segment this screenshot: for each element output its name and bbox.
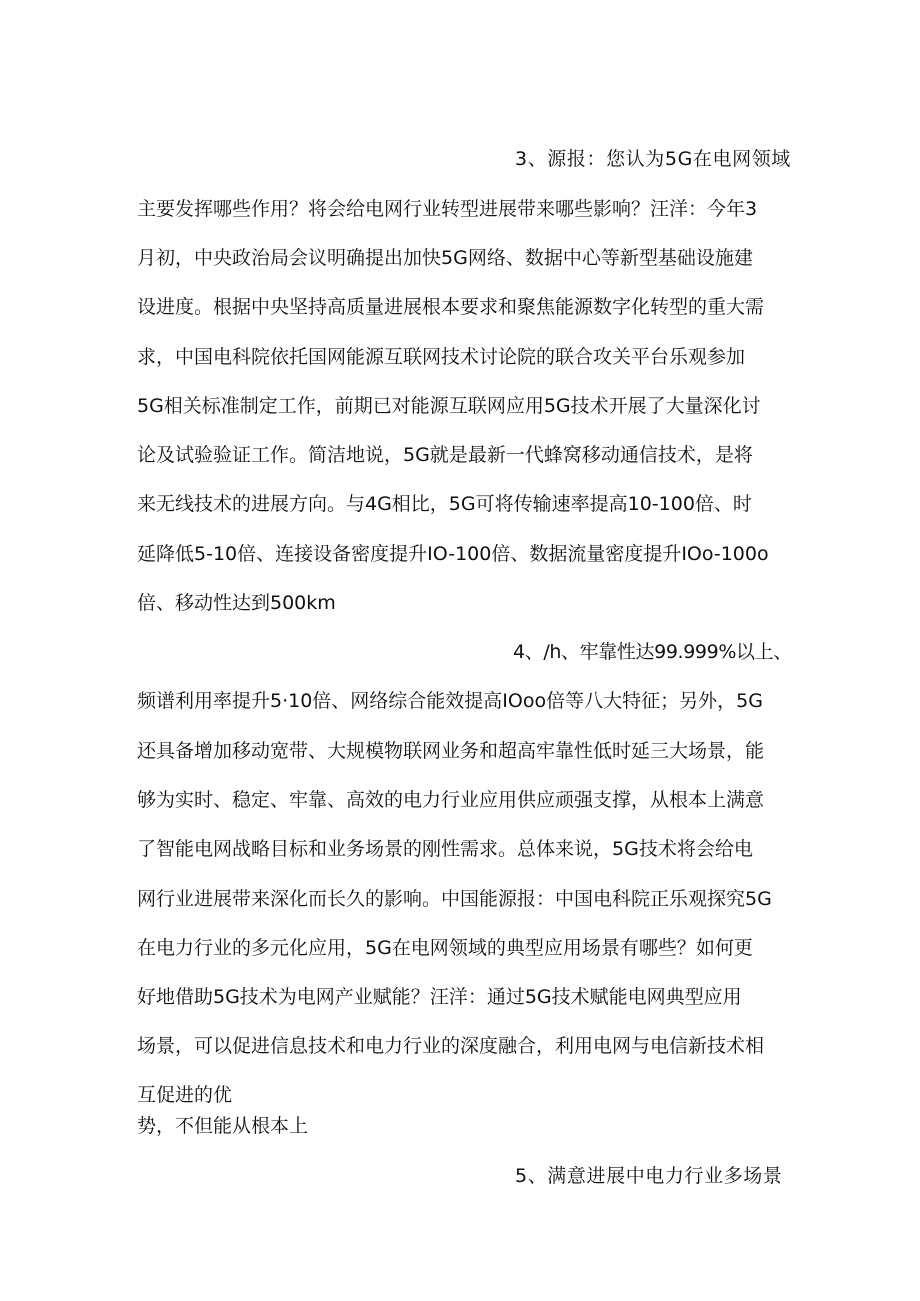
paragraph-line: 了智能电网战略目标和业务场景的刚性需求。总体来说，5G技术将会给电	[137, 838, 753, 860]
section-3-heading: 3、源报：您认为5G在电网领域	[515, 148, 791, 170]
paragraph-line: 5G相关标准制定工作，前期已对能源互联网应用5G技术开展了大量深化讨	[137, 395, 761, 417]
paragraph-line: 好地借助5G技术为电网产业赋能？汪洋：通过5G技术赋能电网典型应用	[137, 986, 742, 1008]
paragraph-line: 来无线技术的进展方向。与4G相比，5G可将传输速率提高10-100倍、时	[137, 493, 752, 515]
section-4-heading: 4、/h、牢靠性达99.999%以上、	[513, 641, 792, 663]
paragraph-line: 互促进的优	[137, 1084, 233, 1106]
paragraph-line: 势，不但能从根本上	[137, 1115, 309, 1137]
paragraph-line: 还具备增加移动宽带、大规模物联网业务和超高牢靠性低时延三大场景，能	[137, 740, 765, 762]
paragraph-line: 网行业进展带来深化而长久的影响。中国能源报：中国电科院正乐观探究5G	[137, 888, 772, 910]
paragraph-line: 倍、移动性达到500km	[137, 592, 336, 614]
paragraph-line: 设进度。根据中央坚持高质量进展根本要求和聚焦能源数字化转型的重大需	[137, 296, 765, 318]
paragraph-line: 场景，可以促进信息技术和电力行业的深度融合，利用电网与电信新技术相	[137, 1035, 765, 1057]
paragraph-line: 主要发挥哪些作用？将会给电网行业转型进展带来哪些影响？汪洋：今年3	[137, 198, 758, 220]
section-5-heading: 5、满意进展中电力行业多场景	[515, 1165, 783, 1187]
paragraph-line: 论及试验验证工作。简洁地说，5G就是最新一代蜂窝移动通信技术，是将	[137, 444, 753, 466]
paragraph-line: 延降低5-10倍、连接设备密度提升IO-100倍、数据流量密度提升IOo-100o	[137, 543, 769, 565]
paragraph-line: 够为实时、稳定、牢靠、高效的电力行业应用供应顽强支撑，从根本上满意	[137, 789, 765, 811]
paragraph-line: 频谱利用率提升5·10倍、网络综合能效提高IOoo倍等八大特征；另外，5G	[137, 690, 763, 712]
paragraph-line: 在电力行业的多元化应用，5G在电网领域的典型应用场景有哪些？如何更	[137, 937, 753, 959]
paragraph-line: 求，中国电科院依托国网能源互联网技术讨论院的联合攻关平台乐观参加	[137, 346, 746, 368]
paragraph-line: 月初，中央政治局会议明确提出加快5G网络、数据中心等新型基础设施建	[137, 247, 753, 269]
